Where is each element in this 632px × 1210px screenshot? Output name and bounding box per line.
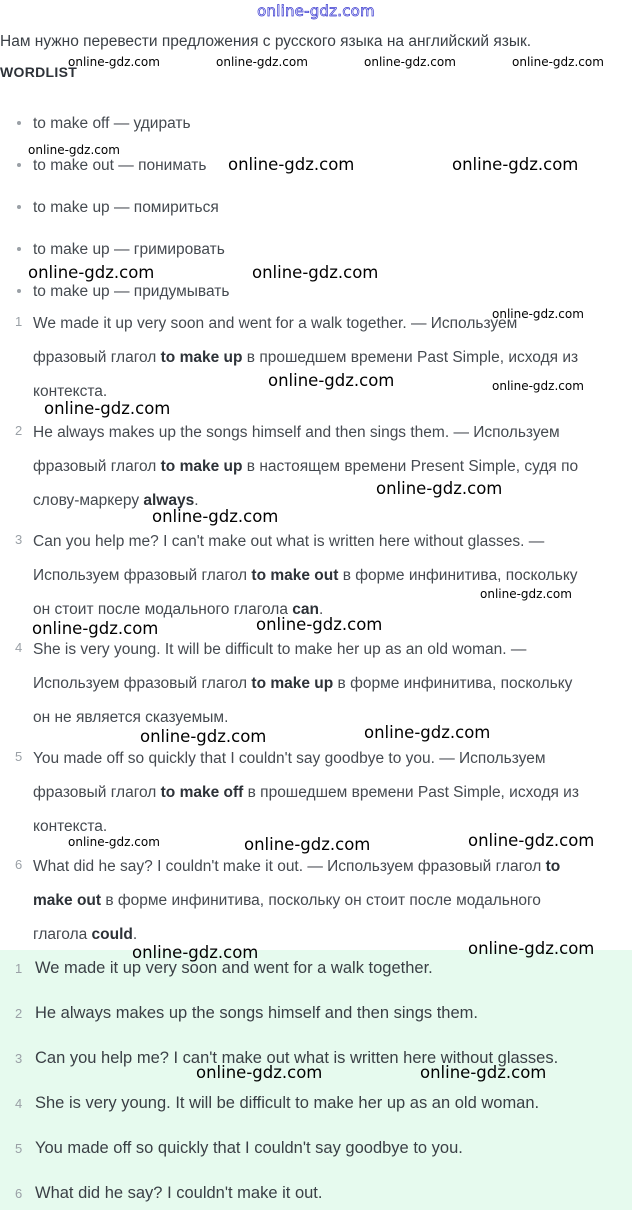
watermark: online-gdz.com	[68, 55, 160, 69]
explanation-text: He always makes up the songs himself and then sings them. — Используем	[33, 424, 560, 441]
bullet-icon	[17, 163, 21, 167]
explanation-text: в форме инфинитива, поскольку	[333, 675, 573, 692]
explanation-line	[33, 674, 572, 708]
explanation-text: Используем фразовый глагол	[33, 567, 252, 584]
answer-text: Can you help me? I can't make out what is written here without glasses.	[35, 1049, 559, 1067]
wordlist-item: to make out — понимать	[17, 157, 206, 175]
explanation-text: в настоящем времени Present Simple, судя по	[242, 458, 579, 475]
explanation-text: контекста.	[33, 818, 108, 835]
answer-number: 3	[15, 1051, 23, 1066]
watermark: online-gdz.com	[252, 263, 379, 282]
phrasal-verb-highlight: to make out	[251, 567, 339, 584]
wordlist-item: to make up — помириться	[17, 199, 219, 217]
watermark: online-gdz.com	[28, 143, 120, 157]
explanation-text: фразовый глагол	[33, 458, 161, 475]
answer-text: You made off so quickly that I couldn't say goodbye to you.	[35, 1139, 463, 1157]
wordlist-item: to make up — гримировать	[17, 241, 225, 259]
explanation-text: .	[132, 926, 138, 943]
watermark: online-gdz.com	[492, 379, 584, 393]
explanation-text: глагола	[33, 926, 92, 943]
answer-number: 6	[15, 1186, 23, 1201]
task-intro: Нам нужно перевести предложения с русского языка на английский язык.	[0, 33, 532, 50]
answer-text: She is very young. It will be difficult to make her up as an old woman.	[35, 1094, 540, 1112]
watermark: online-gdz.com	[268, 371, 395, 390]
watermark: online-gdz.com	[28, 263, 155, 282]
answer-number: 5	[15, 1141, 23, 1156]
phrasal-verb-highlight: to make off	[160, 784, 244, 801]
watermark: online-gdz.com	[468, 831, 595, 850]
explanation-text: You made off so quickly that I couldn't say goodbye to you. — Используем	[33, 750, 546, 767]
watermark: online-gdz.com	[512, 55, 604, 69]
watermark: online-gdz.com	[228, 155, 355, 174]
explanation-text: в прошедшем времени Past Simple, исходя из	[242, 349, 579, 366]
watermark: online-gdz.com	[44, 399, 171, 418]
watermark: online-gdz.com	[452, 155, 579, 174]
watermark: online-gdz.com	[364, 723, 491, 742]
explanation-line	[33, 783, 579, 817]
phrasal-verb-highlight: to make up	[160, 458, 243, 475]
watermark: online-gdz.com	[196, 1063, 323, 1082]
explanation-text: фразовый глагол	[33, 784, 161, 801]
explanation-number: 4	[15, 640, 23, 655]
phrasal-verb-highlight: to	[545, 858, 561, 875]
watermark: online-gdz.com	[480, 587, 572, 601]
watermark: online-gdz.com	[420, 1063, 547, 1082]
wordlist-item: to make off — удирать	[17, 115, 191, 133]
answer-text: He always makes up the songs himself and then sings them.	[35, 1004, 478, 1022]
explanation-text: слову-маркеру	[33, 492, 144, 509]
watermark: online-gdz.com	[216, 55, 308, 69]
watermark: online-gdz.com	[32, 619, 159, 638]
watermark: online-gdz.com	[468, 939, 595, 958]
explanation-text: We made it up very soon and went for a walk together. — Используем	[33, 315, 518, 332]
watermark: online-gdz.com	[244, 835, 371, 854]
phrasal-verb-highlight: could	[91, 926, 133, 943]
explanation-line	[33, 749, 579, 783]
explanation-line	[33, 891, 560, 925]
explanation-text: он не является сказуемым.	[33, 709, 229, 726]
phrasal-verb-highlight: to make up	[160, 349, 243, 366]
bullet-icon	[17, 247, 21, 251]
watermark: online-gdz.com	[140, 727, 267, 746]
answer-text: What did he say? I couldn't make it out.	[35, 1184, 323, 1202]
explanation-number: 3	[15, 532, 23, 547]
explanation-text: в форме инфинитива, поскольку	[338, 567, 578, 584]
watermark: online-gdz.com	[256, 615, 383, 634]
phrasal-verb-highlight: always	[143, 492, 195, 509]
explanation-text: She is very young. It will be difficult to make her up as an old woman. —	[33, 641, 527, 658]
wordlist-item: to make up — придумывать	[17, 283, 229, 301]
answer-number: 1	[15, 961, 23, 976]
explanation-line	[33, 708, 572, 742]
explanation-text: Can you help me? I can't make out what is written here without glasses. —	[33, 533, 545, 550]
wordlist-title: WORDLIST	[0, 64, 78, 80]
bullet-icon	[17, 121, 21, 125]
watermark: online-gdz.com	[364, 55, 456, 69]
watermark: online-gdz.com	[492, 307, 584, 321]
site-header-logo[interactable]: online-gdz.com	[257, 2, 375, 20]
explanation-text: Используем фразовый глагол	[33, 675, 252, 692]
answer-number: 4	[15, 1096, 23, 1111]
explanation-text: фразовый глагол	[33, 349, 161, 366]
explanation-line	[33, 640, 572, 674]
explanation-number: 1	[15, 314, 23, 329]
watermark: online-gdz.com	[376, 479, 503, 498]
answer-text: We made it up very soon and went for a walk together.	[35, 959, 433, 977]
explanation-number: 6	[15, 857, 23, 872]
phrasal-verb-highlight: to make up	[251, 675, 334, 692]
watermark: online-gdz.com	[132, 943, 259, 962]
explanation-line	[33, 857, 560, 891]
explanation-text: он стоит после модального глагола	[33, 601, 293, 618]
explanation-text: .	[194, 492, 199, 509]
explanation-text: .	[318, 601, 324, 618]
answer-number: 2	[15, 1006, 23, 1021]
explanation-line	[33, 423, 578, 457]
phrasal-verb-highlight: make out	[33, 892, 102, 909]
watermark: online-gdz.com	[152, 507, 279, 526]
bullet-icon	[17, 289, 21, 293]
watermark: online-gdz.com	[68, 835, 160, 849]
explanation-number: 5	[15, 749, 23, 764]
phrasal-verb-highlight: can	[292, 601, 319, 618]
explanation-number: 2	[15, 423, 23, 438]
explanation-text: What did he say? I couldn't make it out. — Используем фразовый глагол	[33, 858, 546, 875]
explanation-text: в форме инфинитива, поскольку он стоит после модального	[101, 892, 541, 909]
explanation-line	[33, 532, 578, 566]
bullet-icon	[17, 205, 21, 209]
explanation-text: контекста.	[33, 383, 108, 400]
explanation-text: в прошедшем времени Past Simple, исходя из	[243, 784, 579, 801]
